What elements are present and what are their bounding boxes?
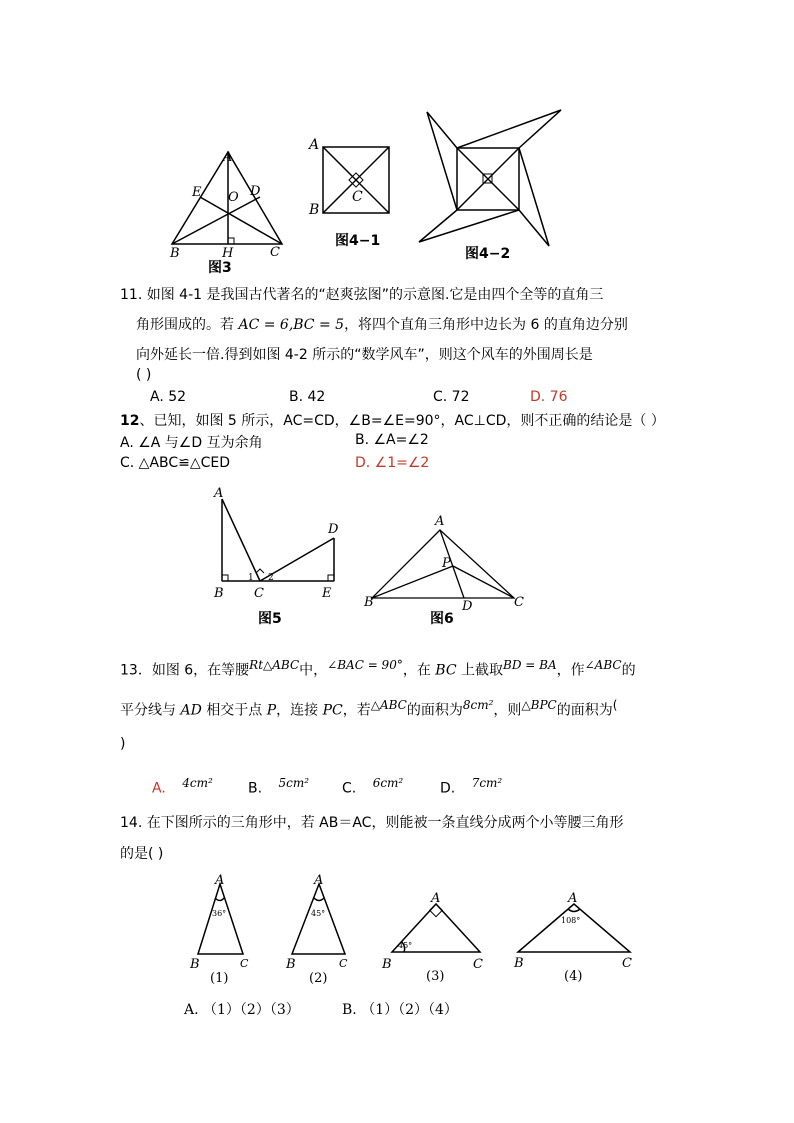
q14-triangle-3	[380, 888, 490, 988]
q13-angle: ∠BAC = 90°	[327, 658, 403, 672]
q14-triangle-2	[283, 872, 353, 987]
fig41-label-C: C	[352, 189, 363, 205]
q14-t3-B: B	[382, 957, 392, 972]
figure-4-1	[305, 135, 405, 250]
q13-p5: ，作	[556, 662, 585, 679]
q14-t1-A: A	[215, 873, 225, 888]
fig6-label-D: D	[462, 599, 473, 614]
q13-rt: Rt△ABC	[249, 658, 300, 672]
q13-p: P	[266, 702, 277, 719]
q13-option-b	[248, 776, 309, 797]
q13-l2c: ，连接	[276, 702, 323, 719]
q12-option-d: D. ∠1=∠2	[355, 455, 430, 471]
q13-area: 8cm²	[462, 698, 494, 712]
q14-t4-C: C	[622, 956, 632, 971]
fig6-label-C: C	[514, 595, 524, 610]
q13-l2d: ，若	[342, 702, 371, 719]
fig3-label-H: H	[222, 246, 234, 261]
figure-6	[360, 510, 540, 630]
fig3-label-A: A	[223, 150, 233, 165]
q11-line2b: ，将四个直角三角形中边长为 6 的直角边分别	[344, 317, 628, 333]
q14-option-b: B. （1）（2）（4）	[342, 1002, 458, 1018]
q14-t2-angle: 45°	[311, 909, 326, 918]
fig3-label-D: D	[250, 184, 261, 199]
q14-line1: 14. 在下图所示的三角形中，若 AB＝AC，则能被一条直线分成两个小等腰三角形	[120, 815, 624, 831]
q11-option-a: A. 52	[150, 389, 187, 405]
fig42-caption: 图4−2	[465, 246, 511, 262]
fig6-caption: 图6	[430, 611, 454, 627]
q14-t1-C: C	[240, 957, 249, 970]
q13-l2b: 相交于点	[201, 702, 267, 719]
q13-option-c-value: 6cm²	[372, 776, 404, 790]
fig5-label-1: 1	[248, 573, 254, 583]
q14-t1-angle: 36°	[212, 909, 227, 918]
q13-p3: ，在	[402, 662, 436, 679]
q12-stem	[120, 410, 665, 430]
q13-tbpc: △BPC	[521, 698, 557, 712]
fig3-label-B: B	[170, 246, 180, 261]
q14-t2-B: B	[286, 957, 296, 972]
q13-p6: 的	[621, 662, 636, 679]
q14-t2-C: C	[339, 957, 348, 970]
q13-option-a-letter: A.	[152, 780, 166, 797]
q11-line1: 11. 如图 4-1 是我国古代著名的“赵爽弦图”的示意图.它是由四个全等的直角三	[120, 287, 604, 303]
q13-l2a: 平分线与	[120, 702, 181, 719]
q13-option-c	[342, 776, 403, 797]
fig3-label-C: C	[270, 245, 280, 260]
q13-option-b-letter: B.	[248, 780, 263, 797]
q13-l2g: 的面积为	[556, 702, 613, 719]
fig3-label-E: E	[192, 185, 202, 200]
fig5-label-C: C	[254, 586, 264, 601]
fig6-label-A: A	[435, 514, 445, 529]
fig3-label-O: O	[228, 190, 239, 205]
q11-line3: 向外延长一倍.得到如图 4-2 所示的“数学风车”，则这个风车的外围周长是	[136, 347, 593, 363]
fig5-label-E: E	[322, 586, 332, 601]
q14-option-a: A. （1）（2）（3）	[184, 1002, 300, 1018]
q13-tabc: △ABC	[370, 698, 407, 712]
figure-3	[160, 140, 290, 280]
q14-t2-label: (2)	[309, 971, 328, 986]
q13-option-b-value: 5cm²	[278, 776, 310, 790]
q13-option-d	[440, 776, 502, 797]
q13-abc: ∠ABC	[584, 658, 622, 672]
q13-option-a-value: 4cm²	[182, 776, 213, 790]
q13-ad: AD	[180, 702, 202, 719]
q14-t4-angle: 108°	[561, 916, 581, 925]
q13-option-d-letter: D.	[440, 780, 456, 797]
q14-t2-A: A	[314, 873, 324, 888]
fig5-caption: 图5	[258, 611, 282, 627]
fig6-label-B: B	[364, 595, 374, 610]
q12-number: 12	[120, 413, 140, 429]
q13-l2e: 的面积为	[406, 702, 463, 719]
fig5-label-B: B	[214, 586, 224, 601]
fig41-label-A: A	[309, 137, 320, 153]
fig5-label-2: 2	[268, 573, 274, 583]
q13-pc: PC	[322, 702, 343, 719]
q13-p2: 中，	[299, 662, 328, 679]
q13-option-a	[152, 776, 213, 797]
q14-t4-label: (4)	[564, 969, 583, 984]
q13-line1	[120, 658, 636, 680]
q13-open-paren: (	[612, 698, 618, 712]
fig41-label-B: B	[309, 202, 320, 218]
figure-5	[210, 485, 350, 630]
q11-option-d: D. 76	[530, 389, 568, 405]
q14-t3-angle: 45°	[398, 941, 413, 950]
q14-t3-C: C	[473, 957, 483, 972]
q11-line4: ( )	[136, 367, 152, 383]
q14-t4-B: B	[514, 956, 524, 971]
fig6-label-P: P	[442, 556, 451, 571]
q11-line2	[136, 314, 628, 334]
q11-line2a: 角形围成的。若	[136, 317, 239, 333]
q14-line2: 的是( )	[120, 846, 164, 862]
q13-option-c-letter: C.	[342, 780, 357, 797]
q11-option-b: B. 42	[289, 389, 326, 405]
q12-text: 、已知，如图 5 所示，AC=CD，∠B=∠E=90°，AC⊥CD，则不正确的结论是（ ）	[139, 413, 665, 429]
q14-t1-B: B	[190, 957, 200, 972]
q13-p1: 13．如图 6，在等腰	[120, 662, 250, 679]
q12-option-c: C. △ABC≌△CED	[120, 455, 231, 471]
q14-triangle-4	[508, 888, 643, 988]
q13-l2f: ，则	[493, 702, 522, 719]
q12-option-b: B. ∠A=∠2	[355, 432, 429, 448]
figure-4-2	[415, 108, 565, 268]
q13-line2	[120, 698, 617, 720]
q12-option-a: A. ∠A 与∠D 互为余角	[120, 435, 263, 451]
q13-bd: BD = BA	[503, 658, 557, 672]
q13-p4: 上截取	[456, 662, 504, 679]
q11-math: AC = 6,BC = 5	[238, 317, 345, 333]
q14-t1-label: (1)	[210, 971, 229, 986]
q14-triangle-1	[188, 872, 253, 987]
fig3-caption: 图3	[208, 260, 232, 276]
q14-t4-A: A	[568, 891, 578, 906]
q14-t3-A: A	[431, 891, 441, 906]
fig41-caption: 图4−1	[335, 233, 381, 249]
q13-option-d-value: 7cm²	[471, 776, 503, 790]
q13-bc: BC	[435, 662, 457, 679]
q11-option-c: C. 72	[433, 389, 470, 405]
fig5-label-A: A	[214, 486, 224, 501]
q13-close-paren: )	[120, 736, 126, 752]
q14-t3-label: (3)	[426, 969, 445, 984]
fig5-label-D: D	[328, 522, 339, 537]
